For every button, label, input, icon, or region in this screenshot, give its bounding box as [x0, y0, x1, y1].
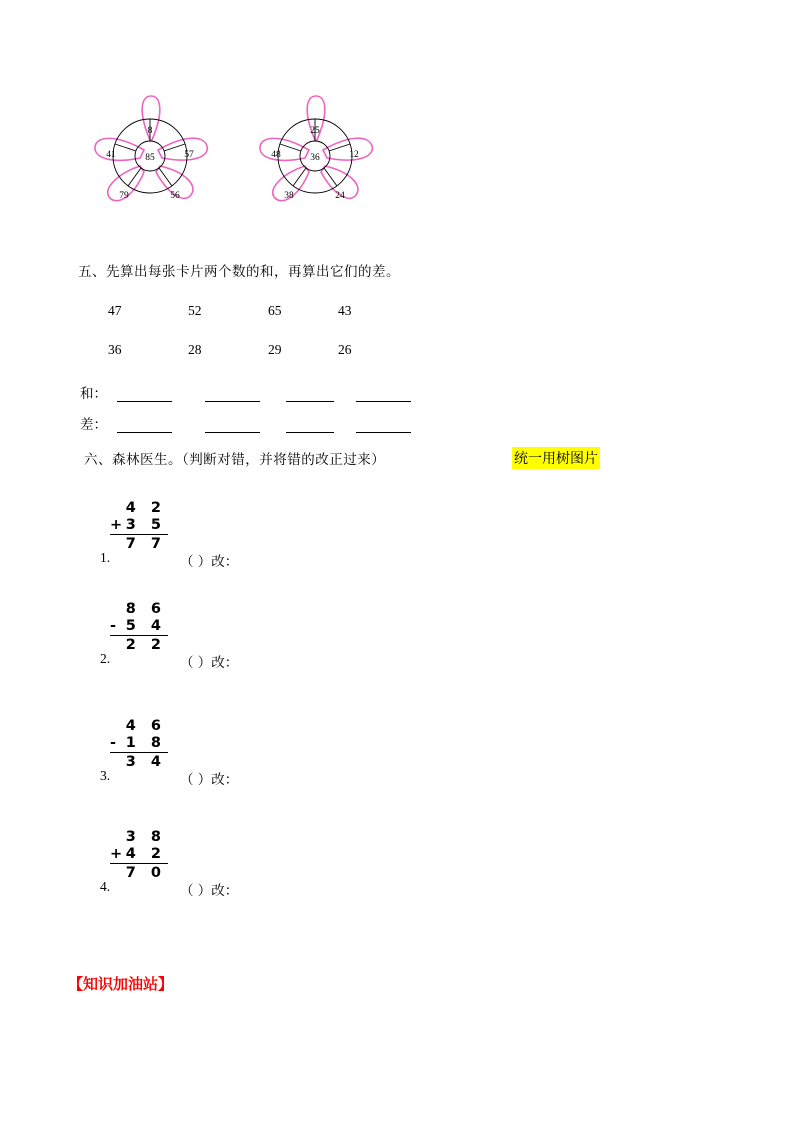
flower-2-petal-4: 48 — [271, 150, 281, 160]
flower-1-petal-3: 79 — [119, 191, 129, 201]
problem-2-top: 8 6 — [125, 601, 166, 617]
problem-1-top: 4 2 — [125, 500, 166, 516]
problem-3-index: 3. — [100, 768, 111, 783]
problem-3-row2 — [110, 735, 168, 752]
diff-blank-0[interactable] — [117, 419, 172, 433]
card-bottom-1: 28 — [188, 342, 202, 357]
problem-2-operator: - — [110, 618, 117, 634]
card-bottom-3: 26 — [338, 342, 352, 357]
problem-2-tail[interactable]: （ ）改： — [180, 655, 239, 671]
flower-2-center: 36 — [310, 153, 320, 163]
flower-diagrams — [78, 88, 408, 228]
diff-blank-1[interactable] — [205, 419, 260, 433]
flower-1 — [78, 88, 223, 228]
problem-4-index: 4. — [100, 879, 111, 894]
problem-4-result: 7 0 — [110, 863, 168, 882]
section-6-title: 六、森林医生。（判断对错，并将错的改正过来） — [84, 452, 386, 468]
sum-blank-2[interactable] — [286, 388, 334, 402]
problem-3-result: 3 4 — [110, 752, 168, 771]
flower-2-petal-3: 38 — [284, 191, 294, 201]
sum-answer-line — [80, 382, 411, 402]
problem-2-calc — [110, 601, 168, 654]
problem-3-bottom: 1 8 — [125, 735, 166, 751]
flower-1-petal-0: 8 — [147, 126, 153, 136]
problem-1 — [100, 500, 500, 580]
problem-4-tail[interactable]: （ ）改： — [180, 883, 239, 899]
problem-2-row2 — [110, 618, 168, 635]
card-top-3: 43 — [338, 303, 352, 318]
sum-label: 和： — [80, 386, 107, 402]
card-top-0: 47 — [108, 303, 122, 318]
problem-1-row2 — [110, 517, 168, 534]
problem-1-index: 1. — [100, 550, 111, 565]
problem-4 — [100, 829, 500, 909]
problem-1-calc — [110, 500, 168, 553]
diff-blank-3[interactable] — [356, 419, 411, 433]
problem-3-calc — [110, 718, 168, 771]
card-bottom-2: 29 — [268, 342, 282, 357]
problem-1-operator: + — [110, 517, 123, 533]
problem-1-bottom: 3 5 — [125, 517, 166, 533]
flower-1-petal-2: 56 — [170, 191, 180, 201]
flower-2-petal-2: 24 — [335, 191, 345, 201]
problem-4-operator: + — [110, 846, 123, 862]
problem-3-tail[interactable]: （ ）改： — [180, 772, 239, 788]
flower-2-petal-0: 25 — [310, 126, 320, 136]
flower-1-center: 85 — [145, 153, 155, 163]
flower-1-petal-1: 57 — [184, 150, 194, 160]
problem-2-index: 2. — [100, 651, 111, 666]
section-5-title: 五、先算出每张卡片两个数的和，再算出它们的差。 — [78, 264, 400, 280]
problem-3-top: 4 6 — [125, 718, 166, 734]
card-top-1: 52 — [188, 303, 202, 318]
problem-1-tail[interactable]: （ ）改： — [180, 554, 239, 570]
problem-1-result: 7 7 — [110, 534, 168, 553]
problem-4-row2 — [110, 846, 168, 863]
card-bottom-0: 36 — [108, 342, 122, 357]
diff-blank-2[interactable] — [286, 419, 334, 433]
flower-1-petal-4: 41 — [106, 150, 116, 160]
problem-2 — [100, 601, 500, 681]
sum-blank-3[interactable] — [356, 388, 411, 402]
problem-3-operator: - — [110, 735, 117, 751]
problem-4-calc — [110, 829, 168, 882]
problem-3 — [100, 718, 500, 798]
sum-blank-0[interactable] — [117, 388, 172, 402]
problem-2-bottom: 5 4 — [125, 618, 166, 634]
section-6-note: 统一用树图片 — [512, 447, 600, 469]
card-top-2: 65 — [268, 303, 282, 318]
problem-2-result: 2 2 — [110, 635, 168, 654]
problem-4-top: 3 8 — [125, 829, 166, 845]
flower-2 — [243, 88, 388, 228]
sum-blank-1[interactable] — [205, 388, 260, 402]
diff-answer-line — [80, 413, 411, 433]
knowledge-station-heading: 【知识加油站】 — [68, 975, 174, 993]
problem-4-bottom: 4 2 — [125, 846, 166, 862]
diff-label: 差： — [80, 417, 107, 433]
flower-2-petal-1: 12 — [349, 150, 359, 160]
